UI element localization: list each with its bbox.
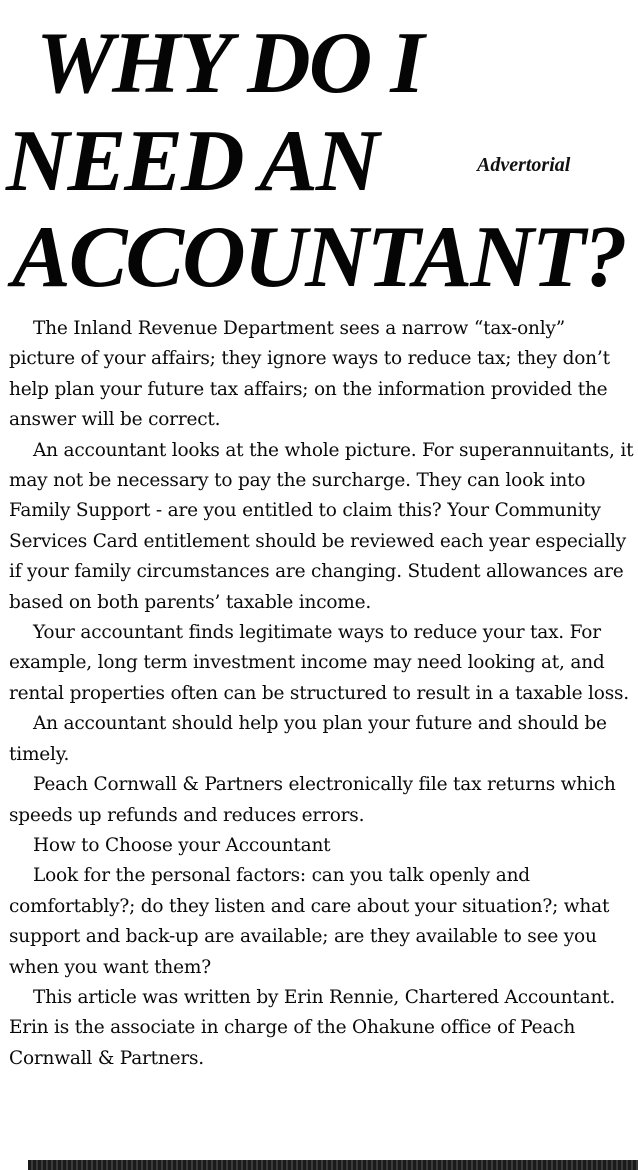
paragraph-author: This article was written by Erin Rennie, Chartered Accountant. Erin is the associate in charge of the Ohakune office of Peach Cornwall & Partners. bbox=[9, 986, 616, 1069]
paragraph-whole-picture: An accountant looks at the whole picture. For superannuitants, it may not be necessary to pay the surcharge. They can look into Family Support - are you entitled to claim this? Your Community Services Card entitlement should be reviewed each year especially if your family circumstances are changing. Student allowances are based on both parents’ taxable income. bbox=[9, 439, 634, 613]
paragraph-personal-factors: Look for the personal factors: can you talk openly and comfortably?; do they listen and care about your situation?; what support and back-up are available; are they available to see you when you want them? bbox=[9, 865, 610, 978]
paragraph-reduce-tax: Your accountant finds legitimate ways to reduce your tax. For example, long term investment income may need looking at, and rental properties often can be structured to result in a taxable loss. bbox=[9, 622, 629, 704]
subheading-choose-accountant: How to Choose your Accountant bbox=[33, 834, 331, 856]
paragraph-electronic-filing: Peach Cornwall & Partners electronically file tax returns which speeds up refunds and reduces errors. bbox=[9, 774, 616, 826]
headline-line-1: WHY DO I bbox=[36, 15, 423, 112]
headline-line-2: NEED AN bbox=[6, 113, 378, 210]
paragraph-irs-view: The Inland Revenue Department sees a narrow “tax-only” picture of your affairs; they ignore ways to reduce tax; they don’t help plan your future tax affairs; on the information provided the answer will be correct. bbox=[9, 318, 610, 431]
bottom-rule bbox=[28, 1160, 638, 1170]
headline-line-3: ACCOUNTANT? bbox=[12, 209, 626, 306]
advertorial-tag: Advertorial bbox=[477, 154, 571, 176]
paragraph-plan-future: An accountant should help you plan your future and should be timely. bbox=[9, 713, 607, 765]
article-body bbox=[9, 314, 635, 1074]
